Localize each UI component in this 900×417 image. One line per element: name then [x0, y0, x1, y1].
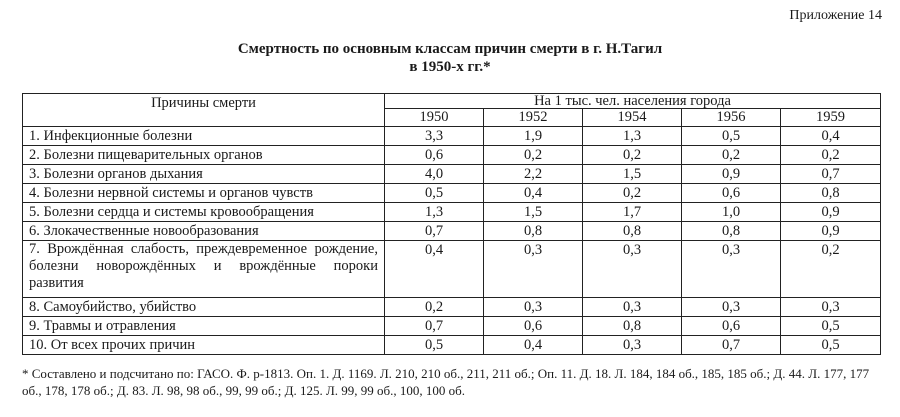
- value-cell: 0,4: [484, 184, 583, 203]
- value-cell: 3,3: [385, 127, 484, 146]
- value-cell: 0,2: [583, 184, 682, 203]
- value-cell: 0,3: [583, 298, 682, 317]
- header-year: 1950: [385, 109, 484, 127]
- cause-cell: 5. Болезни сердца и системы кровообращения: [23, 203, 385, 222]
- table-row: [23, 222, 881, 241]
- value-cell: 1,5: [484, 203, 583, 222]
- value-cell: 0,8: [583, 222, 682, 241]
- value-cell: 0,3: [484, 298, 583, 317]
- value-cell: 0,8: [583, 317, 682, 336]
- table-row: [23, 317, 881, 336]
- value-cell: 0,5: [781, 317, 881, 336]
- page-title: [0, 40, 900, 76]
- value-cell: 0,3: [484, 241, 583, 298]
- header-year: 1954: [583, 109, 682, 127]
- table-row: [23, 165, 881, 184]
- value-cell: 0,3: [781, 298, 881, 317]
- cause-cell: 7. Врождённая слабость, преждевременное рождение, болезни новорождённых и врождённые пороки развития: [23, 241, 385, 298]
- table-row: [23, 203, 881, 222]
- title-line-1: Смертность по основным классам причин смерти в г. Н.Тагил: [237, 41, 663, 57]
- value-cell: 4,0: [385, 165, 484, 184]
- value-cell: 0,5: [781, 336, 881, 355]
- footnote: * Составлено и подсчитано по: ГАСО. Ф. р-1813. Оп. 1. Д. 1169. Л. 210, 210 об., 211, 211 об.; Оп. 11. Д. 18. Л. 184, 184 об., 185, 185 об.; Д. 44. Л. 177, 177 об., 178, 178 об.; Д. 83. Л. 98, 98 об., 99, 99 об.; Д. 125. Л. 99, 99 об., 100, 100 об.: [22, 366, 870, 398]
- value-cell: 0,4: [385, 241, 484, 298]
- header-year: 1959: [781, 109, 881, 127]
- value-cell: 0,3: [682, 298, 781, 317]
- value-cell: 1,0: [682, 203, 781, 222]
- value-cell: 0,4: [781, 127, 881, 146]
- table-row: [23, 127, 881, 146]
- mortality-table: [22, 93, 881, 355]
- value-cell: 0,8: [781, 184, 881, 203]
- value-cell: 0,6: [682, 184, 781, 203]
- value-cell: 0,2: [682, 146, 781, 165]
- value-cell: 0,7: [682, 336, 781, 355]
- value-cell: 0,2: [484, 146, 583, 165]
- table-row: [23, 146, 881, 165]
- value-cell: 1,5: [583, 165, 682, 184]
- cause-cell: 8. Самоубийство, убийство: [23, 298, 385, 317]
- header-group: На 1 тыс. чел. населения города: [385, 94, 881, 109]
- value-cell: 0,8: [484, 222, 583, 241]
- value-cell: 0,5: [385, 336, 484, 355]
- table-row: [23, 298, 881, 317]
- cause-cell: 3. Болезни органов дыхания: [23, 165, 385, 184]
- value-cell: 0,2: [781, 146, 881, 165]
- value-cell: 2,2: [484, 165, 583, 184]
- value-cell: 0,3: [583, 336, 682, 355]
- value-cell: 0,2: [781, 241, 881, 298]
- value-cell: 0,3: [682, 241, 781, 298]
- value-cell: 0,8: [682, 222, 781, 241]
- table-row: [23, 336, 881, 355]
- cause-cell: 1. Инфекционные болезни: [23, 127, 385, 146]
- value-cell: 0,5: [682, 127, 781, 146]
- value-cell: 0,6: [385, 146, 484, 165]
- appendix-label: Приложение 14: [789, 8, 882, 23]
- value-cell: 0,5: [385, 184, 484, 203]
- cause-cell: 9. Травмы и отравления: [23, 317, 385, 336]
- value-cell: 1,3: [385, 203, 484, 222]
- value-cell: 1,7: [583, 203, 682, 222]
- value-cell: 0,3: [583, 241, 682, 298]
- value-cell: 0,7: [385, 317, 484, 336]
- value-cell: 0,7: [781, 165, 881, 184]
- value-cell: 1,9: [484, 127, 583, 146]
- table-row: [23, 184, 881, 203]
- value-cell: 0,2: [583, 146, 682, 165]
- title-line-2: в 1950-х гг.*: [409, 59, 491, 75]
- header-year: 1952: [484, 109, 583, 127]
- header-cause: Причины смерти: [23, 94, 385, 127]
- header-year: 1956: [682, 109, 781, 127]
- value-cell: 0,6: [484, 317, 583, 336]
- value-cell: 0,9: [682, 165, 781, 184]
- value-cell: 0,7: [385, 222, 484, 241]
- value-cell: 1,3: [583, 127, 682, 146]
- cause-cell: 10. От всех прочих причин: [23, 336, 385, 355]
- value-cell: 0,4: [484, 336, 583, 355]
- value-cell: 0,9: [781, 222, 881, 241]
- cause-cell: 4. Болезни нервной системы и органов чувств: [23, 184, 385, 203]
- cause-cell: 6. Злокачественные новообразования: [23, 222, 385, 241]
- value-cell: 0,9: [781, 203, 881, 222]
- cause-cell: 2. Болезни пищеварительных органов: [23, 146, 385, 165]
- value-cell: 0,2: [385, 298, 484, 317]
- table-row: [23, 241, 881, 298]
- value-cell: 0,6: [682, 317, 781, 336]
